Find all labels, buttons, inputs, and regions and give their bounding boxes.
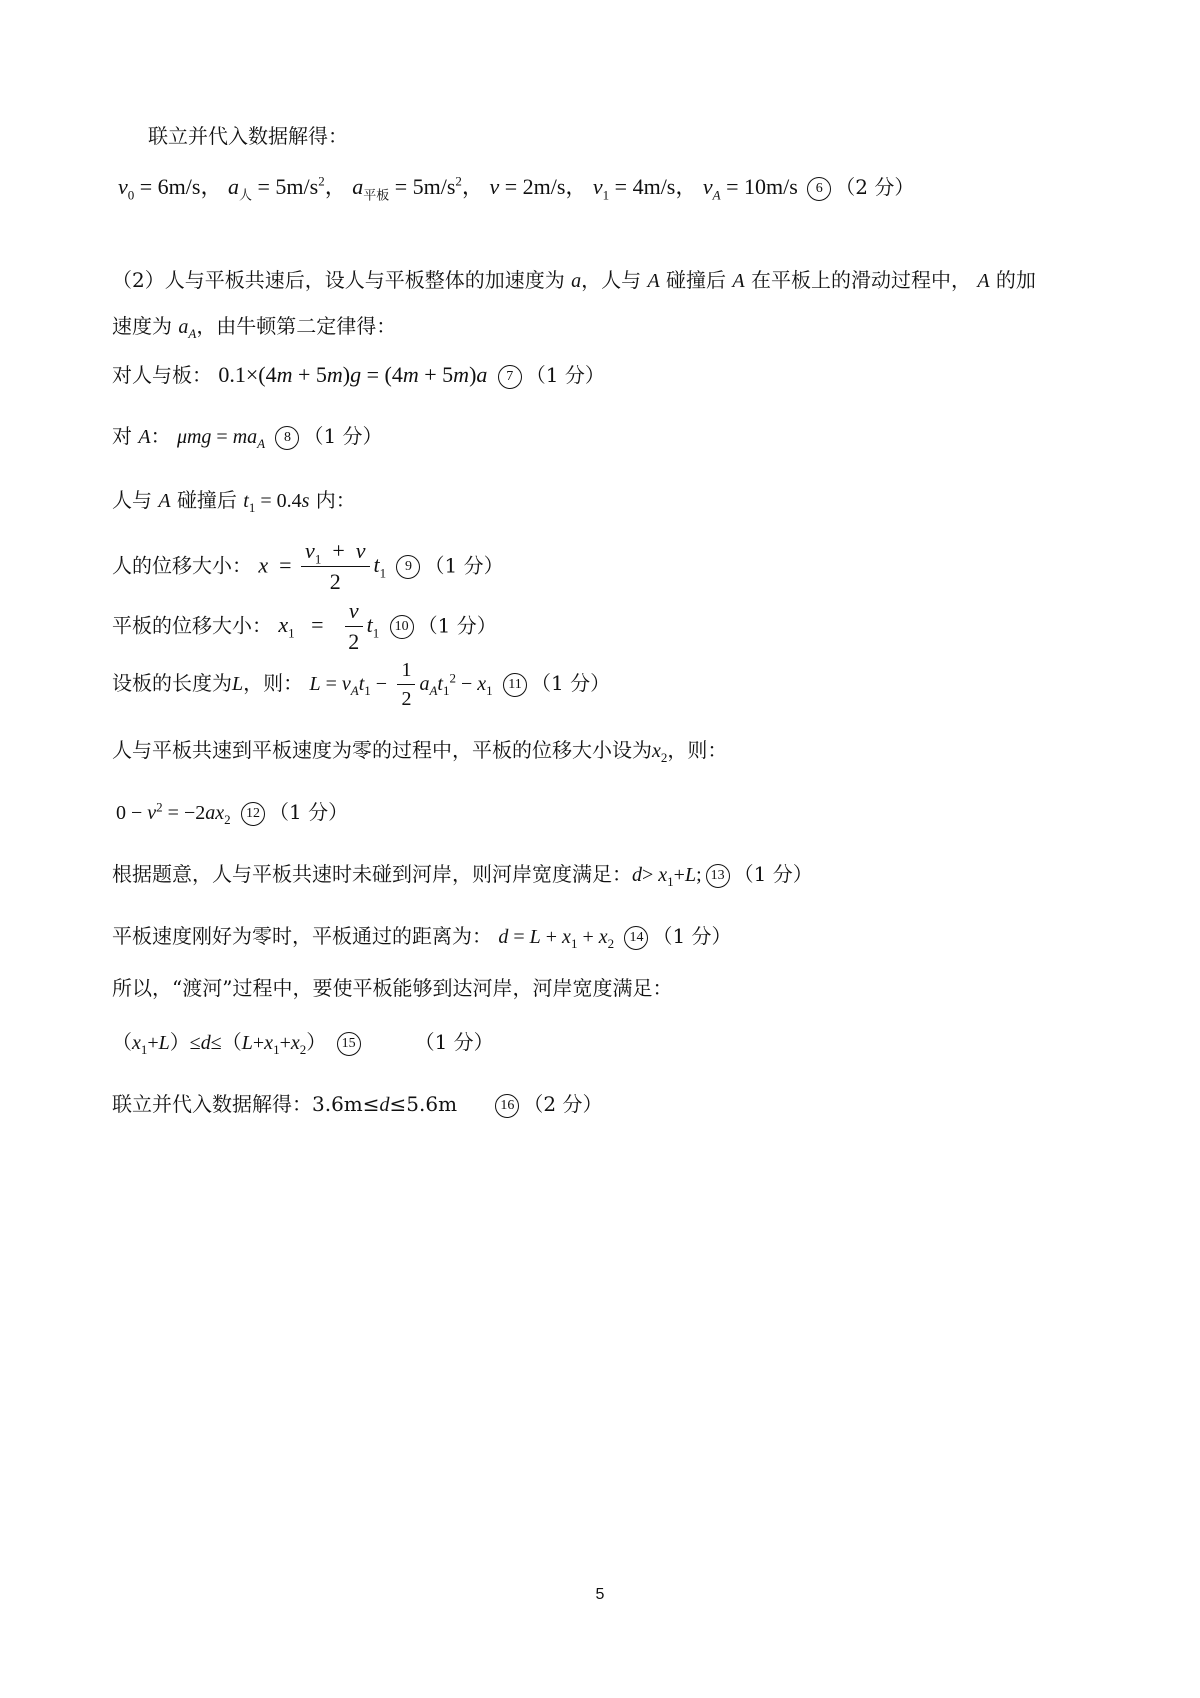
equation-15: $(x_1+L)\le d\le(L+x_1+x_2)$ 15 （1 分） xyxy=(112,1030,494,1057)
equation-label: 平板的位移大小： xyxy=(112,613,272,638)
equation-label: 对人与板： xyxy=(112,363,212,387)
circled-number: 7 xyxy=(498,365,522,389)
text-fragment: 内： xyxy=(315,488,356,512)
score-text: （1 分） xyxy=(525,363,605,387)
text-fragment: （2）人与平板共速后，设人与平板整体的加速度为 xyxy=(112,268,565,292)
score-text: （1 分） xyxy=(417,613,497,638)
equation-label: 人的位移大小： xyxy=(112,553,252,578)
circled-number: 8 xyxy=(275,426,299,450)
score-text: （1 分） xyxy=(414,1030,494,1054)
equation-10: 平板的位移大小： $x_1$ = $\frac{v}{2}$ $t_1$ 10 （1 分） xyxy=(112,598,497,655)
text-fragment: 在平板上的滑动过程中， xyxy=(750,268,971,292)
equation-label: 根据题意，人与平板共速时未碰到河岸，则河岸宽度满足： xyxy=(112,862,632,886)
text-fragment: 联立并代入数据解得：3.6m≤ xyxy=(112,1092,380,1116)
text-fragment: ≤5.6m xyxy=(389,1092,458,1116)
score-text: （1 分） xyxy=(733,862,813,886)
text-fragment: 速度为 xyxy=(112,314,172,338)
score-text: （1 分） xyxy=(268,800,349,824)
equation-11: 设板的长度为L，则： $L = v_At_1$ − $\frac{1}{2}$ $a_At_1^2 - x_1$ 11 （1 分） xyxy=(112,659,611,710)
text-fragment: ，人与 xyxy=(581,268,642,292)
var-aA: $a_A$ xyxy=(178,316,197,341)
equation-label: 平板速度刚好为零时，平板通过的距离为： xyxy=(112,924,492,948)
final-answer: 联立并代入数据解得：3.6m≤d≤5.6m 16 （2 分） xyxy=(112,1092,603,1116)
var-A: A xyxy=(732,270,745,292)
page-number: 5 xyxy=(595,1586,605,1603)
score-text: （1 分） xyxy=(424,553,504,578)
text-fragment: 所以，“渡河”过程中，要使平板能够到达河岸，河岸宽度满足： xyxy=(112,976,673,1000)
circled-number: 12 xyxy=(241,802,265,826)
score-text: （1 分） xyxy=(303,424,383,448)
circled-number: 9 xyxy=(396,555,420,579)
circled-number: 10 xyxy=(390,615,414,639)
equation-8: 对 A： $\mu mg = ma_A$ 8 （1 分） xyxy=(112,424,383,451)
text-line xyxy=(112,976,672,1000)
score-text: （2 分） xyxy=(523,1092,603,1116)
text-fragment: ： xyxy=(150,424,171,448)
score-text: （2 分） xyxy=(835,175,915,199)
circled-number: 13 xyxy=(706,864,730,888)
text-fragment: 人与平板共速到平板速度为零的过程中，平板的位移大小设为 xyxy=(112,738,652,762)
text-fragment: 人与 xyxy=(112,488,152,512)
equation-label: 设板的长度为 xyxy=(112,671,232,695)
circled-number: 11 xyxy=(503,673,527,697)
equation-13: 根据题意，人与平板共速时未碰到河岸，则河岸宽度满足：$d> x_1+L$; 13 （1 分） xyxy=(112,862,813,889)
circled-number: 15 xyxy=(337,1032,361,1056)
var-A: A xyxy=(977,270,990,292)
equation-9: 人的位移大小： x = $\frac{v_1 + v}{2}$ $t_1$ 9 （1 分） xyxy=(112,538,504,595)
text-fragment: ，由牛顿第二定律得： xyxy=(196,314,397,338)
text-fragment: 的加 xyxy=(995,268,1036,292)
intro-label: 联立并代入数据解得： xyxy=(148,124,348,148)
text-fragment: ，则： xyxy=(243,671,304,695)
text-fragment: ，则： xyxy=(667,738,728,762)
text-fragment: 碰撞后 xyxy=(666,268,727,292)
var-a: a xyxy=(571,270,582,292)
equation-label: 对 xyxy=(112,424,132,448)
equation-12: $0 - v^2 = -2ax_2$ 12 （1 分） xyxy=(116,799,349,827)
var-A: A xyxy=(647,270,660,292)
result-equation: $v_0 = 6m/s$， $a_人 = 5m/s^2$， $a_{平板} = 5m/s^2$， v = 2m/s， $v_1 = 4m/s$， $v_A = 10m/s$ 6 （2 分） xyxy=(118,173,915,203)
circled-number: 16 xyxy=(495,1094,519,1118)
text-line: 人与平板共速到平板速度为零的过程中，平板的位移大小设为$x_2$，则： xyxy=(112,738,728,765)
text-line: 人与 A 碰撞后 $t_1 = 0.4s$ 内： xyxy=(112,488,356,515)
equation-7: 对人与板： 0.1×(4m + 5m)g = (4m + 5m)a 7 （1 分） xyxy=(112,362,605,387)
circled-number: 14 xyxy=(624,926,648,950)
text-line xyxy=(112,268,1036,293)
score-text: （1 分） xyxy=(530,671,611,695)
equation-14: 平板速度刚好为零时，平板通过的距离为： $d = L + x_1 + x_2$ 14 （1 分） xyxy=(112,924,732,951)
text-line xyxy=(112,314,396,339)
score-text: （1 分） xyxy=(652,924,732,948)
text-fragment: 碰撞后 xyxy=(176,488,237,512)
circled-number: 6 xyxy=(807,177,831,201)
text-line xyxy=(148,124,348,148)
